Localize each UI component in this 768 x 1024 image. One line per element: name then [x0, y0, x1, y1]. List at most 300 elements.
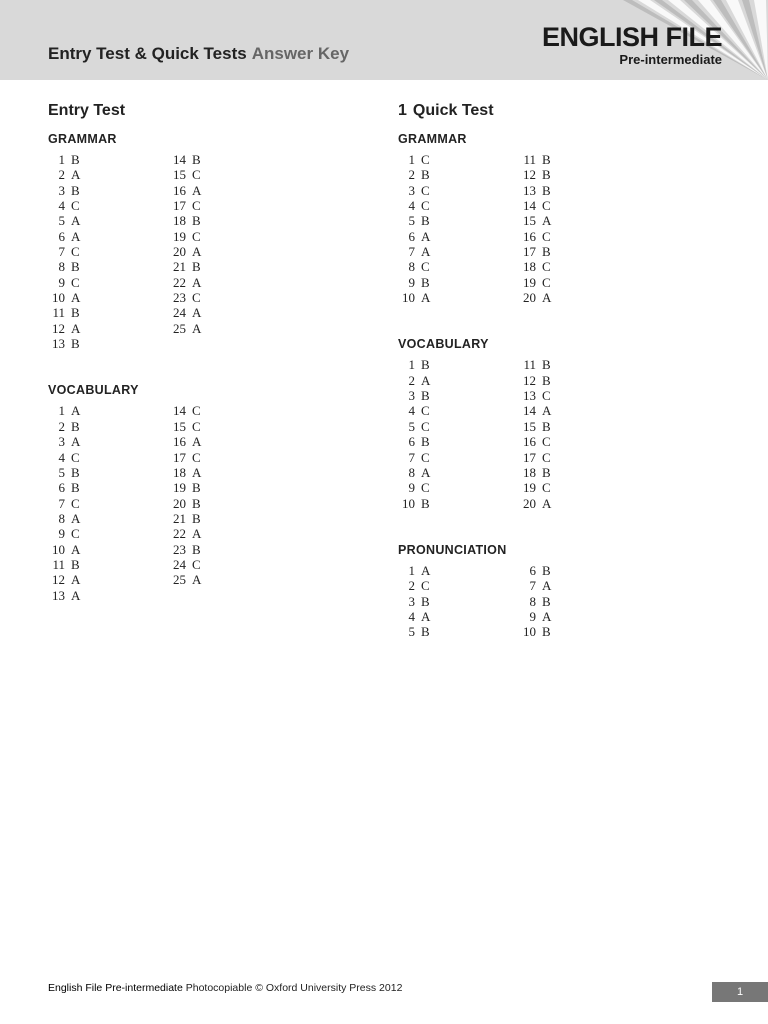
question-number: 14 [173, 403, 186, 419]
answer-item [519, 244, 640, 259]
answer-letter: A [542, 495, 552, 511]
answer-letter: A [421, 228, 431, 244]
question-number: 17 [173, 198, 186, 214]
question-number: 8 [408, 259, 415, 275]
question-number: 25 [173, 572, 186, 588]
answer-letter: B [71, 182, 80, 198]
header-title-text: Entry Test & Quick Tests [48, 44, 247, 63]
answer-letter: B [71, 480, 80, 496]
answer-letter: C [421, 198, 430, 214]
question-number: 2 [58, 418, 65, 434]
question-number: 1 [408, 152, 415, 167]
answer-item [519, 563, 640, 578]
answer-item [519, 213, 640, 228]
question-number: 4 [58, 198, 65, 214]
question-number: 9 [408, 274, 415, 290]
question-number: 11 [523, 152, 536, 167]
answer-letter: C [421, 152, 430, 167]
answer-letter: B [192, 510, 201, 526]
answer-item [48, 152, 169, 167]
answer-item [519, 152, 640, 167]
answer-item [48, 557, 169, 572]
answer-letter: B [192, 152, 201, 167]
section-title: PRONUNCIATION [398, 542, 507, 557]
question-number: 19 [523, 480, 536, 496]
question-number: 16 [173, 434, 186, 450]
answer-letter: C [542, 274, 551, 290]
answer-letter: B [192, 259, 201, 275]
answer-item [519, 259, 640, 274]
question-number: 10 [402, 495, 415, 511]
answer-item [398, 419, 519, 434]
answer-item [519, 373, 640, 388]
question-number: 21 [173, 510, 186, 526]
answer-item [398, 578, 519, 593]
answer-list [48, 403, 368, 602]
question-number: 10 [402, 290, 415, 306]
section-title: GRAMMAR [48, 132, 117, 146]
answer-item [169, 450, 290, 465]
answer-list [398, 357, 718, 510]
answer-letter: A [192, 244, 202, 260]
question-number: 10 [523, 624, 536, 640]
answer-letter: A [71, 510, 81, 526]
answer-item [169, 198, 290, 213]
question-number: 22 [173, 526, 186, 542]
question-number: 5 [408, 624, 415, 640]
question-number: 2 [408, 372, 415, 388]
question-number: 19 [173, 480, 186, 496]
answer-letter: A [192, 464, 202, 480]
question-number: 19 [523, 274, 536, 290]
answer-item [48, 244, 169, 259]
answer-letter: A [71, 587, 81, 603]
answer-item [519, 624, 640, 639]
question-number: 7 [58, 495, 65, 511]
quick-test-column [398, 100, 718, 640]
answer-item [519, 450, 640, 465]
answer-letter: B [71, 259, 80, 275]
answer-item [519, 609, 640, 624]
quick-vocabulary-section [398, 335, 718, 510]
answer-letter: A [192, 182, 202, 198]
question-number: 11 [523, 357, 536, 373]
question-number: 6 [408, 434, 415, 450]
answer-letter: C [71, 274, 80, 290]
answer-item [519, 434, 640, 449]
answer-item [519, 183, 640, 198]
answer-letter: A [542, 290, 552, 306]
page-number: 1 [712, 982, 768, 1002]
answer-item [48, 167, 169, 182]
answer-item [169, 213, 290, 228]
question-number: 17 [523, 449, 536, 465]
question-number: 3 [58, 434, 65, 450]
question-number: 3 [408, 388, 415, 404]
answer-item [169, 419, 290, 434]
answer-item [48, 403, 169, 418]
answer-letter: C [71, 198, 80, 214]
answer-letter: A [71, 541, 81, 557]
question-number: 14 [173, 152, 186, 167]
answer-item [48, 480, 169, 495]
question-number: 22 [173, 274, 186, 290]
question-number: 24 [173, 556, 186, 572]
question-number: 4 [58, 449, 65, 465]
answer-item [169, 496, 290, 511]
answer-item [398, 465, 519, 480]
answer-item [519, 578, 640, 593]
answer-letter: A [71, 213, 81, 229]
answer-item [398, 152, 519, 167]
answer-letter: B [71, 152, 80, 167]
answer-letter: C [71, 244, 80, 260]
question-number: 6 [529, 562, 536, 578]
answer-item [48, 275, 169, 290]
answer-letter: A [192, 305, 202, 321]
answer-item [519, 198, 640, 213]
answer-letter: A [192, 526, 202, 542]
question-number: 20 [173, 495, 186, 511]
answer-letter: C [421, 259, 430, 275]
answer-item [519, 275, 640, 290]
question-number: 5 [408, 418, 415, 434]
answer-letter: A [71, 434, 81, 450]
answer-letter: B [542, 372, 551, 388]
brand-logo [542, 22, 722, 68]
answer-item [169, 321, 290, 336]
answer-item [398, 450, 519, 465]
brand-name: ENGLISH FILE [541, 22, 722, 52]
question-number: 4 [408, 198, 415, 214]
answer-item [48, 496, 169, 511]
question-number: 20 [523, 290, 536, 306]
quick-test-number: 1 [398, 102, 407, 119]
question-number: 16 [523, 434, 536, 450]
answer-letter: C [192, 403, 201, 419]
question-number: 12 [523, 372, 536, 388]
answer-item [169, 244, 290, 259]
answer-letter: B [421, 388, 430, 404]
answer-letter: A [421, 290, 431, 306]
answer-item [519, 465, 640, 480]
answer-item [48, 198, 169, 213]
answer-letter: C [192, 198, 201, 214]
answer-letter: A [421, 372, 431, 388]
answer-item [169, 167, 290, 182]
answer-letter: C [542, 434, 551, 450]
answer-letter: B [542, 624, 551, 640]
answer-letter: C [192, 556, 201, 572]
question-number: 10 [52, 541, 65, 557]
question-number: 4 [408, 403, 415, 419]
answer-letter: A [71, 167, 81, 183]
entry-grammar-section [48, 130, 368, 351]
answer-item [398, 563, 519, 578]
brand-level: Pre-intermediate [619, 52, 722, 67]
answer-letter: B [421, 274, 430, 290]
answer-item [398, 259, 519, 274]
answer-letter: B [421, 357, 430, 373]
answer-item [48, 542, 169, 557]
question-number: 12 [52, 572, 65, 588]
question-number: 1 [58, 152, 65, 167]
answer-item [169, 465, 290, 480]
answer-letter: C [421, 480, 430, 496]
answer-item [169, 290, 290, 305]
answer-letter: B [542, 562, 551, 578]
answer-item [48, 465, 169, 480]
quick-pronunciation-section [398, 541, 718, 640]
question-number: 15 [173, 418, 186, 434]
question-number: 6 [58, 480, 65, 496]
answer-list [398, 152, 718, 305]
question-number: 23 [173, 541, 186, 557]
answer-letter: B [542, 418, 551, 434]
quick-test-title-text: Quick Test [412, 102, 494, 119]
answer-item [169, 434, 290, 449]
answer-item [398, 167, 519, 182]
answer-item [398, 496, 519, 511]
question-number: 20 [173, 244, 186, 260]
answer-item [169, 305, 290, 320]
question-number: 11 [52, 305, 65, 321]
answer-item [169, 480, 290, 495]
answer-item [519, 229, 640, 244]
answer-letter: B [71, 305, 80, 321]
question-number: 4 [408, 608, 415, 624]
question-number: 2 [408, 578, 415, 594]
section-title: VOCABULARY [48, 383, 139, 398]
answer-letter: C [71, 449, 80, 465]
entry-vocabulary-section [48, 381, 368, 602]
question-number: 6 [58, 228, 65, 244]
answer-item [48, 526, 169, 541]
answer-item [398, 357, 519, 372]
question-number: 17 [523, 244, 536, 260]
question-number: 8 [58, 259, 65, 275]
answer-letter: A [542, 578, 552, 594]
question-number: 15 [173, 167, 186, 183]
question-number: 9 [529, 608, 536, 624]
answer-item [169, 557, 290, 572]
footer-book-title: English File Pre-intermediate [48, 982, 183, 994]
answer-letter: B [192, 495, 201, 511]
page-header [0, 0, 768, 80]
question-number: 9 [408, 480, 415, 496]
answer-letter: C [192, 167, 201, 183]
answer-item [48, 336, 169, 351]
question-number: 8 [408, 464, 415, 480]
answer-letter: C [542, 388, 551, 404]
answer-letter: B [542, 152, 551, 167]
answer-item [398, 183, 519, 198]
section-title: VOCABULARY [398, 337, 489, 352]
question-number: 13 [52, 336, 65, 352]
answer-letter: C [421, 578, 430, 594]
answer-letter: A [71, 572, 81, 588]
answer-letter: A [71, 290, 81, 306]
answer-list [48, 152, 368, 351]
answer-letter: A [421, 562, 431, 578]
question-number: 8 [58, 510, 65, 526]
answer-item [169, 572, 290, 587]
answer-item [519, 388, 640, 403]
question-number: 18 [523, 464, 536, 480]
answer-letter: C [542, 480, 551, 496]
answer-item [519, 357, 640, 372]
answer-item [398, 624, 519, 639]
question-number: 15 [523, 418, 536, 434]
answer-letter: A [421, 464, 431, 480]
answer-letter: B [542, 244, 551, 260]
answer-item [48, 305, 169, 320]
answer-item [169, 526, 290, 541]
question-number: 3 [408, 182, 415, 198]
question-number: 24 [173, 305, 186, 321]
answer-letter: C [192, 418, 201, 434]
answer-item [169, 275, 290, 290]
answer-letter: C [192, 228, 201, 244]
answer-letter: B [421, 593, 430, 609]
question-number: 1 [58, 403, 65, 419]
answer-item [48, 434, 169, 449]
answer-item [398, 388, 519, 403]
question-number: 5 [408, 213, 415, 229]
question-number: 21 [173, 259, 186, 275]
answer-item [519, 496, 640, 511]
answer-letter: C [421, 182, 430, 198]
answer-letter: C [542, 198, 551, 214]
answer-item [169, 152, 290, 167]
question-number: 6 [408, 228, 415, 244]
answer-item [519, 403, 640, 418]
question-number: 17 [173, 449, 186, 465]
answer-letter: B [71, 418, 80, 434]
answer-letter: B [542, 593, 551, 609]
answer-letter: C [192, 449, 201, 465]
answer-letter: B [192, 541, 201, 557]
answer-item [48, 450, 169, 465]
question-number: 1 [408, 357, 415, 373]
answer-item [519, 594, 640, 609]
question-number: 2 [408, 167, 415, 183]
answer-item [398, 275, 519, 290]
answer-item [48, 259, 169, 274]
answer-item [169, 403, 290, 418]
answer-item [169, 542, 290, 557]
answer-letter: B [542, 182, 551, 198]
question-number: 9 [58, 274, 65, 290]
answer-letter: A [542, 608, 552, 624]
question-number: 5 [58, 213, 65, 229]
header-subtitle: Answer Key [251, 44, 350, 63]
answer-letter: B [71, 336, 80, 352]
answer-letter: C [421, 449, 430, 465]
question-number: 15 [523, 213, 536, 229]
answer-letter: C [421, 418, 430, 434]
answer-letter: B [192, 213, 201, 229]
answer-item [398, 480, 519, 495]
question-number: 18 [173, 464, 186, 480]
answer-item [398, 609, 519, 624]
answer-item [48, 213, 169, 228]
answer-item [519, 419, 640, 434]
answer-letter: A [542, 213, 552, 229]
answer-letter: B [542, 167, 551, 183]
question-number: 25 [173, 320, 186, 336]
question-number: 7 [408, 449, 415, 465]
question-number: 19 [173, 228, 186, 244]
answer-letter: A [192, 434, 202, 450]
answer-letter: B [71, 556, 80, 572]
answer-letter: A [542, 403, 552, 419]
answer-letter: B [542, 464, 551, 480]
answer-item [519, 167, 640, 182]
answer-item [48, 183, 169, 198]
question-number: 16 [173, 182, 186, 198]
answer-letter: B [421, 167, 430, 183]
question-number: 13 [523, 182, 536, 198]
question-number: 12 [523, 167, 536, 183]
question-number: 20 [523, 495, 536, 511]
question-number: 7 [408, 244, 415, 260]
answer-item [398, 594, 519, 609]
answer-letter: C [192, 290, 201, 306]
question-number: 1 [408, 562, 415, 578]
entry-test-title: Entry Test [48, 102, 126, 119]
question-number: 9 [58, 526, 65, 542]
question-number: 7 [58, 244, 65, 260]
answer-letter: B [421, 624, 430, 640]
footer-rights: Photocopiable © Oxford University Press 2012 [185, 982, 403, 994]
answer-item [48, 321, 169, 336]
question-number: 11 [52, 556, 65, 572]
answer-item [48, 290, 169, 305]
answer-item [48, 572, 169, 587]
question-number: 5 [58, 464, 65, 480]
question-number: 3 [58, 182, 65, 198]
answer-letter: B [421, 434, 430, 450]
question-number: 8 [529, 593, 536, 609]
answer-item [398, 373, 519, 388]
answer-item [519, 290, 640, 305]
answer-letter: A [192, 572, 202, 588]
page-title [48, 44, 349, 64]
answer-item [398, 290, 519, 305]
section-title: GRAMMAR [398, 132, 467, 146]
question-number: 3 [408, 593, 415, 609]
answer-letter: B [71, 464, 80, 480]
answer-item [398, 244, 519, 259]
answer-letter: A [71, 403, 81, 419]
answer-item [48, 588, 169, 603]
answer-item [169, 511, 290, 526]
question-number: 13 [523, 388, 536, 404]
answer-letter: C [71, 526, 80, 542]
answer-item [169, 259, 290, 274]
entry-test-column [48, 100, 368, 603]
answer-letter: A [71, 228, 81, 244]
answer-letter: C [542, 449, 551, 465]
answer-item [398, 198, 519, 213]
answer-item [48, 419, 169, 434]
answer-letter: A [71, 320, 81, 336]
quick-grammar-section [398, 130, 718, 305]
answer-letter: C [71, 495, 80, 511]
question-number: 13 [52, 587, 65, 603]
answer-letter: A [421, 244, 431, 260]
